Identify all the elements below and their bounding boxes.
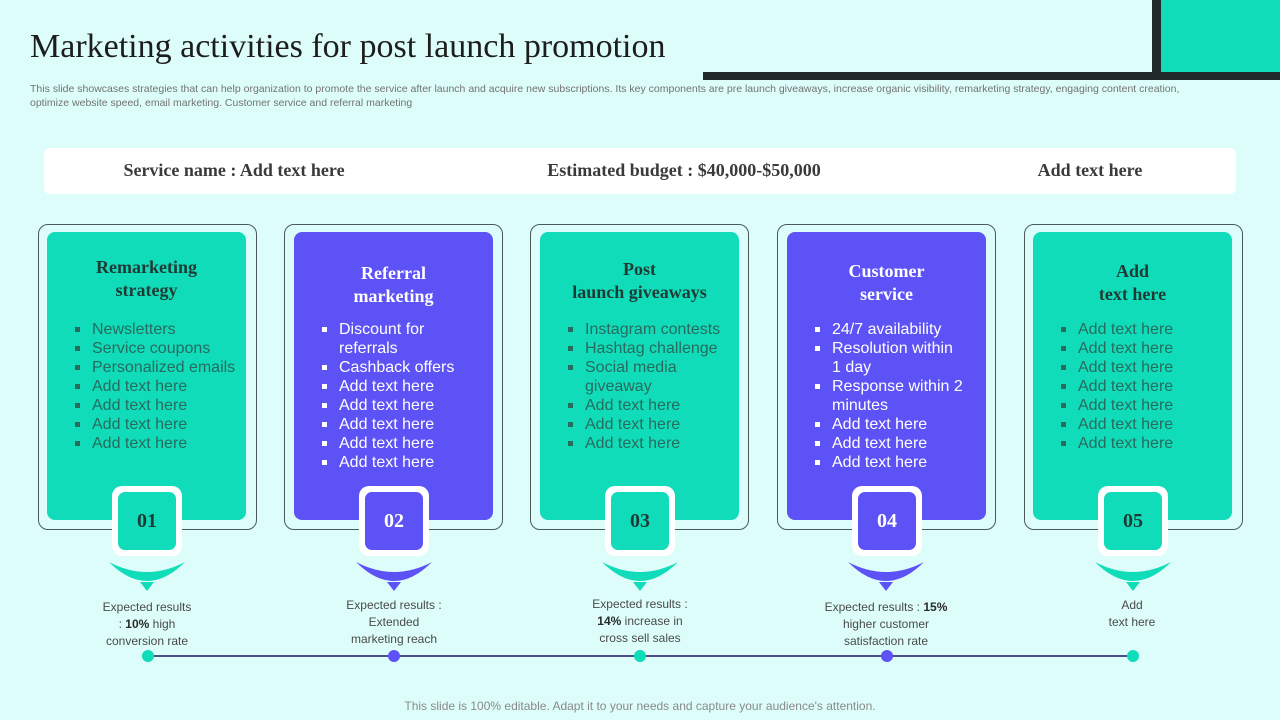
list-item: Add text here (322, 453, 485, 472)
list-item: Add text here (815, 434, 978, 453)
result-text: increase in (621, 614, 683, 628)
result-line: Expected results : (592, 597, 688, 611)
card-title (47, 256, 246, 302)
result-line: satisfaction rate (843, 634, 929, 648)
result-line (67, 616, 227, 633)
list-item: 24/7 availability (815, 320, 978, 339)
list-item: Personalized emails (75, 358, 238, 377)
result-percent: 15% (923, 600, 948, 614)
number-badge-4 (852, 486, 922, 556)
card-title (1033, 260, 1232, 306)
list-item: Add text here (1061, 358, 1224, 377)
info-bar (44, 148, 1236, 194)
expected-result-2 (314, 597, 474, 648)
list-item: Add text here (322, 377, 485, 396)
badge-number: 01 (118, 492, 176, 550)
list-item: Add text here (1061, 434, 1224, 453)
timeline-dot (142, 650, 154, 662)
badge-number: 04 (858, 492, 916, 550)
bullet-list (815, 320, 978, 472)
list-item: Add text here (568, 434, 731, 453)
list-item: Social media giveaway (568, 358, 698, 396)
card-title-line: service (860, 284, 913, 304)
list-item: Add text here (75, 434, 238, 453)
smile-connector-icon (107, 560, 187, 594)
service-name-label: Service name : Add text here (123, 160, 345, 180)
number-badge-2 (359, 486, 429, 556)
bullet-list (568, 320, 731, 453)
list-item: Add text here (322, 415, 485, 434)
badge-number: 03 (611, 492, 669, 550)
list-item: Add text here (75, 396, 238, 415)
card-customer-service (787, 232, 986, 520)
expected-result-4 (806, 599, 966, 650)
bullet-list (1061, 320, 1224, 453)
result-text: : (118, 617, 126, 631)
result-line (806, 599, 966, 616)
list-item: Instagram contests (568, 320, 731, 339)
list-item: Add text here (815, 415, 978, 434)
footer-note: This slide is 100% editable. Adapt it to your needs and capture your audience's attention. (404, 699, 876, 713)
card-title-line: Add (1115, 261, 1150, 281)
card-remarketing (47, 232, 246, 520)
expected-result-1 (67, 599, 227, 650)
smile-connector-icon (354, 560, 434, 594)
smile-connector-icon (846, 560, 926, 594)
list-item: Resolution within 1 day (815, 339, 965, 377)
list-item: Service coupons (75, 339, 238, 358)
result-percent: 10% (125, 617, 150, 631)
number-badge-3 (605, 486, 675, 556)
page-subtitle: This slide showcases strategies that can help organization to promote the service after launch and acquire new subscriptions. Its key components are pre launch giveaways, increase organic visibility, remarketing strategy, engaging content creation, optimize website speed, email marketing. Customer service and referral marketing (30, 83, 1180, 109)
timeline-dot (634, 650, 646, 662)
list-item: Add text here (568, 415, 731, 434)
card-referral (294, 232, 493, 520)
card-title (294, 262, 493, 308)
timeline-dot (1127, 650, 1139, 662)
card-title-line: text here (1098, 284, 1167, 304)
expected-result-3 (560, 596, 720, 647)
info-extra-label: Add text here (1037, 160, 1143, 180)
card-title-line: launch giveaways (572, 282, 707, 302)
timeline-dot (388, 650, 400, 662)
number-badge-1 (112, 486, 182, 556)
badge-number: 05 (1104, 492, 1162, 550)
number-badge-5 (1098, 486, 1168, 556)
list-item: Add text here (322, 396, 485, 415)
card-title-line: marketing (353, 286, 434, 306)
card-title-line: Post (623, 259, 656, 279)
card-title-line: strategy (115, 280, 178, 300)
list-item: Add text here (815, 453, 978, 472)
result-line: conversion rate (105, 634, 189, 648)
result-line: higher customer (842, 617, 930, 631)
card-add-text (1033, 232, 1232, 520)
result-line: Expected results : (346, 598, 442, 612)
list-item: Newsletters (75, 320, 238, 339)
smile-connector-icon (1093, 560, 1173, 594)
budget-label: Estimated budget : $40,000-$50,000 (547, 160, 821, 180)
result-line: cross sell sales (599, 631, 681, 645)
result-line (560, 613, 720, 630)
result-text: high (149, 617, 176, 631)
result-text: Expected results : (824, 600, 924, 614)
list-item: Add text here (1061, 396, 1224, 415)
list-item: Add text here (1061, 320, 1224, 339)
list-item: Add text here (1061, 415, 1224, 434)
card-title (540, 258, 739, 304)
card-title-line: Remarketing (96, 257, 197, 277)
bullet-list (75, 320, 238, 453)
expected-result-5 (1052, 597, 1212, 631)
list-item: Hashtag challenge (568, 339, 731, 358)
result-line: Add (1121, 598, 1143, 612)
list-item: Add text here (1061, 377, 1224, 396)
smile-connector-icon (600, 560, 680, 594)
result-line: Expected results (102, 600, 192, 614)
result-line: text here (1108, 615, 1156, 629)
list-item: Discount for referrals (322, 320, 485, 358)
list-item: Response within 2 minutes (815, 377, 965, 415)
result-line: marketing reach (350, 632, 438, 646)
list-item: Add text here (75, 377, 238, 396)
bullet-list (322, 320, 485, 472)
card-title-line: Customer (848, 261, 925, 281)
list-item: Add text here (322, 434, 485, 453)
card-giveaways (540, 232, 739, 520)
list-item: Add text here (1061, 339, 1224, 358)
result-line: Extended (368, 615, 420, 629)
page-title: Marketing activities for post launch promotion (30, 28, 666, 65)
badge-number: 02 (365, 492, 423, 550)
list-item: Add text here (568, 396, 731, 415)
timeline-dot (881, 650, 893, 662)
corner-accent-teal (1161, 0, 1280, 72)
card-title-line: Referral (361, 263, 426, 283)
result-percent: 14% (597, 614, 622, 628)
list-item: Add text here (75, 415, 238, 434)
card-title (787, 260, 986, 306)
list-item: Cashback offers (322, 358, 485, 377)
